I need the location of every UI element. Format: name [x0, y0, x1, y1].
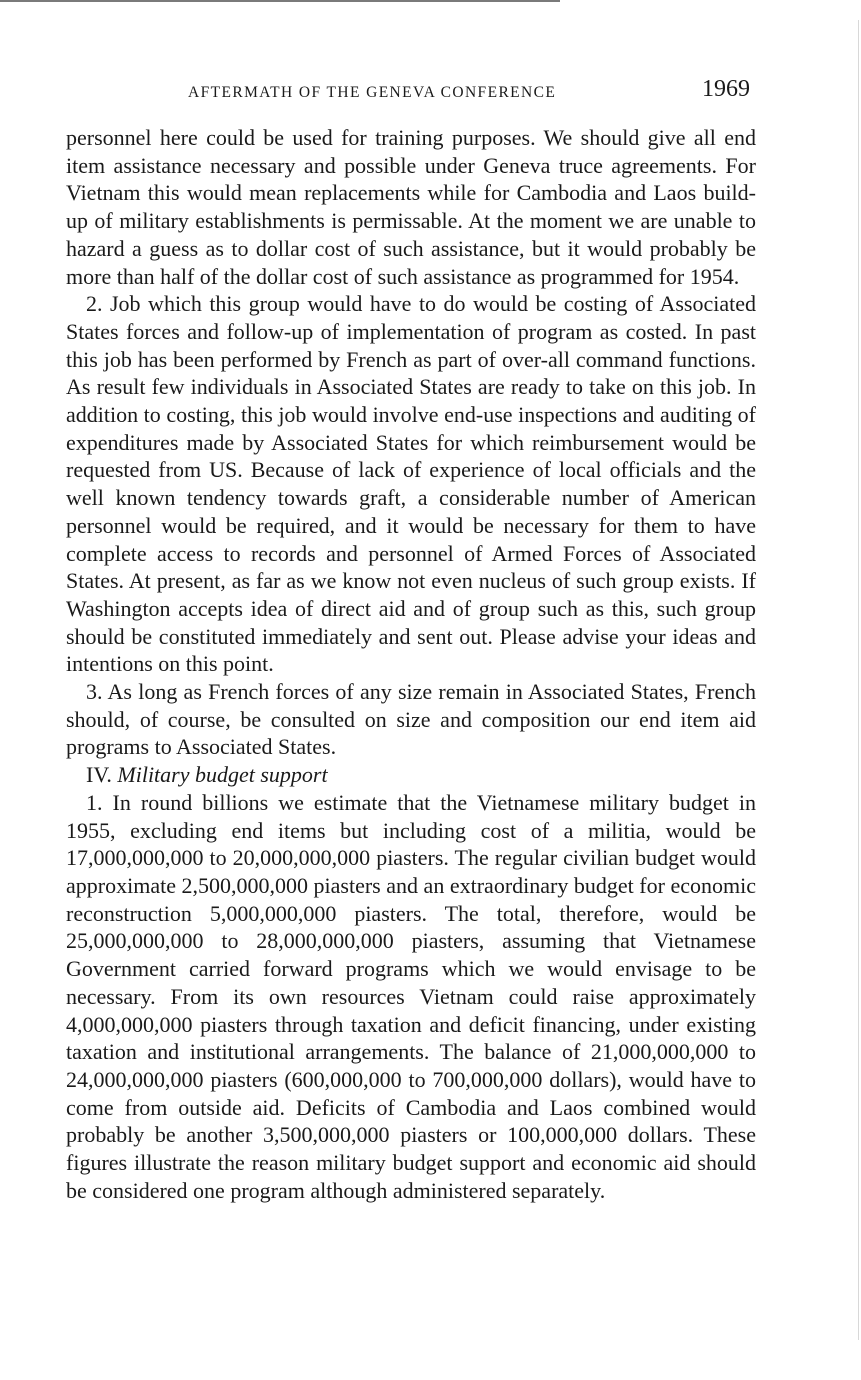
paragraph-2: 2. Job which this group would have to do would be costing of Associated States forces and follow-up of implementation of program as costed. In past this job has been performed by French as part of over-all command functions. As result few individuals in Associated States are ready to take on this job. In addition to costing, this job would involve end-use inspections and auditing of expenditures made by Associated States for which reimbursement would be requested from US. Because of lack of experience of local officials and the well known tendency towards graft, a considerable number of American personnel would be required, and it would be necessary for them to have complete access to records and personnel of Armed Forces of Associated States. At present, as far as we know not even nucleus of such group exists. If Washington accepts idea of direct aid and of group such as this, such group should be constituted immediately and sent out. Please advise your ideas and intentions on this point. [66, 291, 756, 677]
paragraph-3: 3. As long as French forces of any size remain in Associated States, French should, of course, be consulted on size and composition our end item aid programs to Associated States. [66, 679, 756, 760]
section-number: IV. [86, 762, 112, 788]
section-title: Military budget support [117, 762, 328, 788]
paragraph-iv-1: 1. In round billions we estimate that the Vietnamese military budget in 1955, excluding end items but including cost of a militia, would be 17,000,000,000 to 20,000,000,000 piasters. The regular civilian budget would approximate 2,500,000,000 piasters and an extraordinary budget for economic reconstruction 5,000,000,000 piasters. The total, therefore, would be 25,000,000,000 to 28,000,000,000 piasters, assuming that Vietnamese Government carried forward programs which we would envisage to be necessary. From its own resources Vietnam could raise approximately 4,000,000,000 piasters through taxation and deficit financing, under existing taxation and institutional arrangements. The balance of 21,000,000,000 to 24,000,000,000 piasters (600,000,000 to 700,000,000 dollars), would have to come from outside aid. Deficits of Cambodia and Laos combined would probably be another 3,500,000,000 piasters or 100,000,000 dollars. These figures illustrate the reason military budget support and economic aid should be considered one program although administered separately. [66, 789, 756, 1203]
page-header [66, 76, 750, 110]
paragraph-continuation: personnel here could be used for training purposes. We should give all end item assistance necessary and possible under Geneva truce agreements. For Vietnam this would mean replacements while for Cambodia and Laos build-up of military establishments is permissable. At the moment we are unable to hazard a guess as to dollar cost of such assistance, but it would probably be more than half of the dollar cost of such assistance as programmed for 1954. [66, 125, 756, 289]
page-edge-line [858, 20, 859, 1340]
running-head: AFTERMATH OF THE GENEVA CONFERENCE [188, 84, 557, 101]
body-text [66, 124, 756, 1204]
section-heading-iv [66, 761, 756, 789]
page-number: 1969 [702, 76, 750, 102]
top-border-rule [0, 0, 560, 2]
